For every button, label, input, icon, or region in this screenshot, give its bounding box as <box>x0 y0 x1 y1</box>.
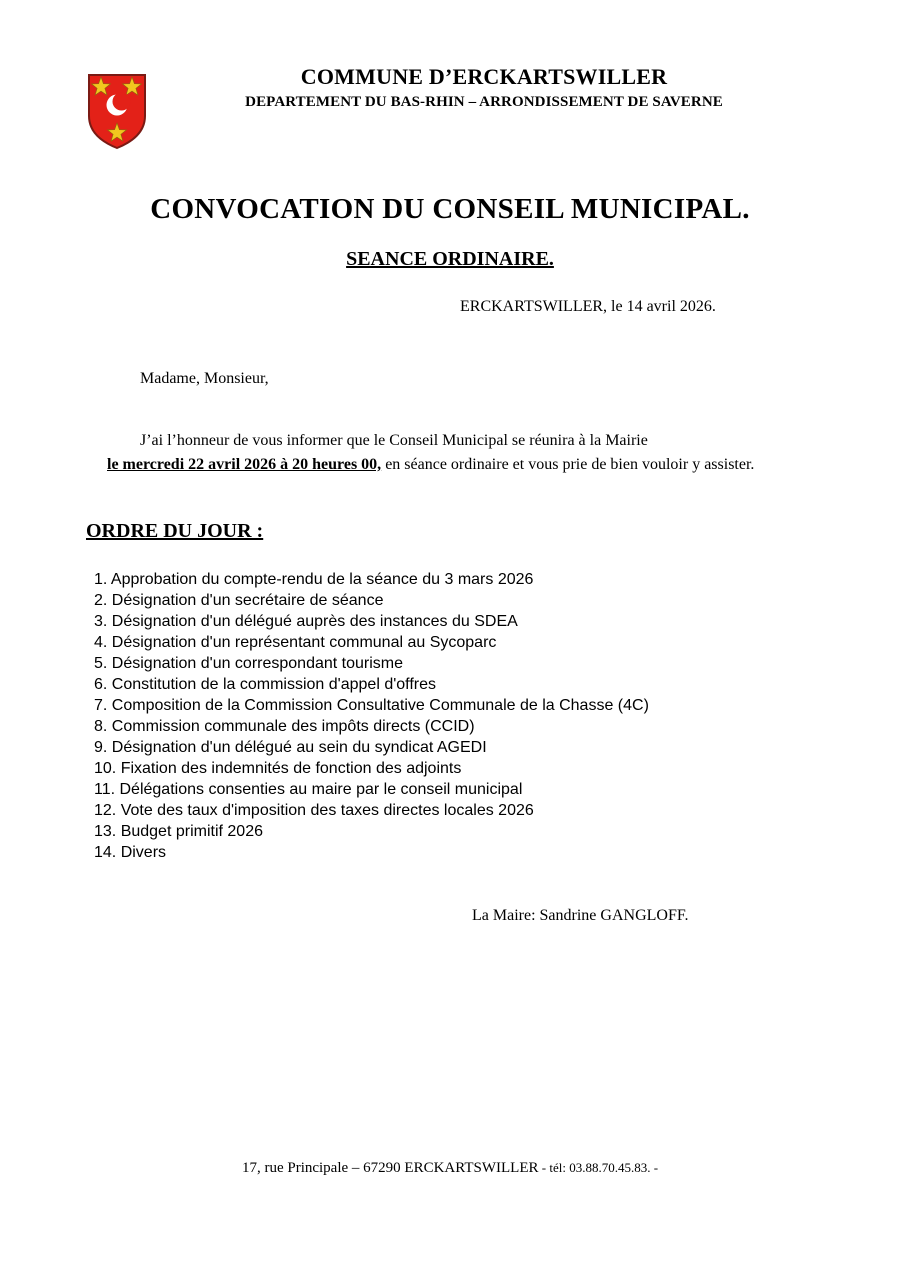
department-line: DEPARTEMENT DU BAS-RHIN – ARRONDISSEMENT DE SAVERNE <box>245 94 723 110</box>
footer-street-address: 17, rue Principale – 67290 ERCKARTSWILLER <box>241 1160 539 1176</box>
agenda-item: 11. Délégations consenties au maire par le conseil municipal <box>94 781 523 798</box>
agenda-item: 10. Fixation des indemnités de fonction des adjoints <box>94 760 462 777</box>
agenda-item: 5. Désignation d'un correspondant tourisme <box>94 655 404 672</box>
place-date: ERCKARTSWILLER, le 14 avril 2026. <box>460 298 716 315</box>
document-title: CONVOCATION DU CONSEIL MUNICIPAL. <box>150 193 750 225</box>
meeting-datetime: le mercredi 22 avril 2026 à 20 heures 00, <box>107 456 382 473</box>
agenda-list <box>94 569 649 863</box>
agenda-heading: ORDRE DU JOUR : <box>86 520 264 542</box>
body-line-2-rest: en séance ordinaire et vous prie de bien vouloir y assister. <box>381 456 755 473</box>
agenda-item: 12. Vote des taux d'imposition des taxes directes locales 2026 <box>94 802 534 819</box>
commune-crest-icon <box>86 72 148 150</box>
commune-name: COMMUNE D’ERCKARTSWILLER <box>300 64 668 89</box>
footer-address <box>0 1160 900 1177</box>
salutation: Madame, Monsieur, <box>140 370 269 387</box>
agenda-item: 14. Divers <box>94 844 167 861</box>
agenda-item: 3. Désignation d'un délégué auprès des instances du SDEA <box>94 613 518 630</box>
agenda-item: 13. Budget primitif 2026 <box>94 823 263 840</box>
agenda-item: 8. Commission communale des impôts directs (CCID) <box>94 718 475 735</box>
agenda-item: 2. Désignation d'un secrétaire de séance <box>94 592 384 609</box>
footer-phone: - tél: 03.88.70.45.83. - <box>538 1160 659 1175</box>
agenda-item: 4. Désignation d'un représentant communal au Sycoparc <box>94 634 497 651</box>
body-line-1: J’ai l’honneur de vous informer que le Conseil Municipal se réunira à la Mairie <box>140 432 648 449</box>
agenda-item: 7. Composition de la Commission Consultative Communale de la Chasse (4C) <box>94 697 649 714</box>
seance-type: SEANCE ORDINAIRE. <box>346 248 554 270</box>
mayor-signature: La Maire: Sandrine GANGLOFF. <box>472 907 689 924</box>
coat-of-arms-icon <box>86 72 148 150</box>
body-line-2 <box>107 456 754 474</box>
agenda-item: 1. Approbation du compte-rendu de la séance du 3 mars 2026 <box>94 571 534 588</box>
agenda-item: 6. Constitution de la commission d'appel d'offres <box>94 676 436 693</box>
agenda-item: 9. Désignation d'un délégué au sein du syndicat AGEDI <box>94 739 487 756</box>
